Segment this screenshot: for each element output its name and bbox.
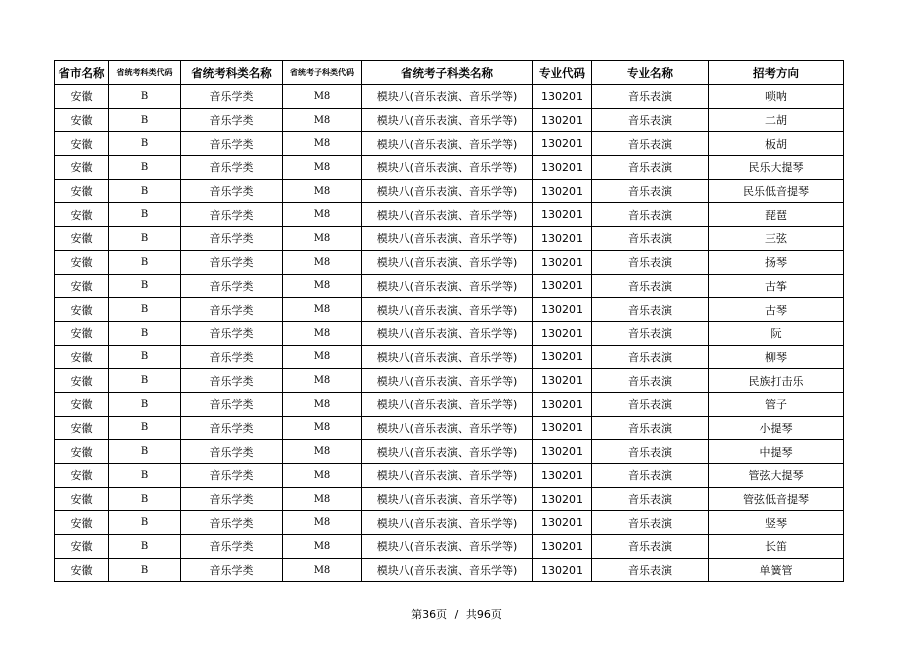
cell-subcategory-name: 模块八(音乐表演、音乐学等) (362, 558, 533, 582)
cell-direction: 扬琴 (709, 250, 844, 274)
cell-province: 安徽 (55, 511, 109, 535)
cell-subcategory-name: 模块八(音乐表演、音乐学等) (362, 108, 533, 132)
cell-direction: 板胡 (709, 132, 844, 156)
cell-province: 安徽 (55, 85, 109, 109)
cell-major-name: 音乐表演 (592, 369, 709, 393)
cell-province: 安徽 (55, 558, 109, 582)
table-row (55, 298, 844, 322)
cell-major-name: 音乐表演 (592, 132, 709, 156)
cell-category-code: B (109, 511, 181, 535)
table-row (55, 369, 844, 393)
cell-category-name: 音乐学类 (181, 321, 283, 345)
cell-province: 安徽 (55, 132, 109, 156)
cell-direction: 阮 (709, 321, 844, 345)
cell-province: 安徽 (55, 298, 109, 322)
page-separator: / (454, 608, 459, 621)
cell-category-code: B (109, 535, 181, 559)
cell-subcategory-code: M8 (283, 227, 362, 251)
cell-subcategory-code: M8 (283, 345, 362, 369)
cell-category-code: B (109, 345, 181, 369)
cell-subcategory-name: 模块八(音乐表演、音乐学等) (362, 392, 533, 416)
page-footer (0, 606, 913, 622)
cell-major-code: 130201 (533, 203, 592, 227)
cell-category-code: B (109, 416, 181, 440)
cell-major-code: 130201 (533, 227, 592, 251)
cell-subcategory-name: 模块八(音乐表演、音乐学等) (362, 464, 533, 488)
cell-category-name: 音乐学类 (181, 156, 283, 180)
cell-major-name: 音乐表演 (592, 250, 709, 274)
cell-direction: 民乐大提琴 (709, 156, 844, 180)
table-header (55, 61, 844, 85)
page-total: 共96页 (465, 608, 502, 621)
table-row (55, 156, 844, 180)
cell-province: 安徽 (55, 369, 109, 393)
cell-subcategory-name: 模块八(音乐表演、音乐学等) (362, 535, 533, 559)
cell-major-code: 130201 (533, 179, 592, 203)
cell-province: 安徽 (55, 108, 109, 132)
cell-major-code: 130201 (533, 345, 592, 369)
cell-category-code: B (109, 108, 181, 132)
cell-major-name: 音乐表演 (592, 558, 709, 582)
table-row (55, 464, 844, 488)
table-row (55, 85, 844, 109)
cell-province: 安徽 (55, 440, 109, 464)
cell-major-code: 130201 (533, 298, 592, 322)
cell-subcategory-code: M8 (283, 179, 362, 203)
cell-category-code: B (109, 298, 181, 322)
cell-category-name: 音乐学类 (181, 108, 283, 132)
cell-subcategory-code: M8 (283, 392, 362, 416)
cell-major-name: 音乐表演 (592, 108, 709, 132)
cell-major-name: 音乐表演 (592, 227, 709, 251)
table-row (55, 440, 844, 464)
cell-subcategory-code: M8 (283, 416, 362, 440)
cell-subcategory-code: M8 (283, 132, 362, 156)
cell-province: 安徽 (55, 345, 109, 369)
cell-major-code: 130201 (533, 108, 592, 132)
cell-subcategory-name: 模块八(音乐表演、音乐学等) (362, 203, 533, 227)
cell-subcategory-name: 模块八(音乐表演、音乐学等) (362, 345, 533, 369)
cell-subcategory-name: 模块八(音乐表演、音乐学等) (362, 298, 533, 322)
cell-direction: 古筝 (709, 274, 844, 298)
cell-subcategory-code: M8 (283, 558, 362, 582)
enrollment-table (54, 60, 844, 582)
cell-subcategory-name: 模块八(音乐表演、音乐学等) (362, 487, 533, 511)
cell-subcategory-name: 模块八(音乐表演、音乐学等) (362, 179, 533, 203)
cell-subcategory-code: M8 (283, 203, 362, 227)
cell-subcategory-name: 模块八(音乐表演、音乐学等) (362, 132, 533, 156)
cell-category-code: B (109, 558, 181, 582)
cell-subcategory-name: 模块八(音乐表演、音乐学等) (362, 156, 533, 180)
cell-direction: 管子 (709, 392, 844, 416)
cell-category-name: 音乐学类 (181, 274, 283, 298)
cell-direction: 柳琴 (709, 345, 844, 369)
cell-subcategory-code: M8 (283, 298, 362, 322)
cell-subcategory-code: M8 (283, 250, 362, 274)
cell-major-code: 130201 (533, 464, 592, 488)
cell-province: 安徽 (55, 203, 109, 227)
header-major-code: 专业代码 (533, 61, 592, 85)
cell-major-code: 130201 (533, 85, 592, 109)
header-major-name: 专业名称 (592, 61, 709, 85)
cell-category-name: 音乐学类 (181, 85, 283, 109)
cell-subcategory-name: 模块八(音乐表演、音乐学等) (362, 85, 533, 109)
cell-major-code: 130201 (533, 511, 592, 535)
cell-major-code: 130201 (533, 440, 592, 464)
header-category-code: 省统考科类代码 (109, 61, 181, 85)
cell-subcategory-name: 模块八(音乐表演、音乐学等) (362, 369, 533, 393)
cell-direction: 三弦 (709, 227, 844, 251)
cell-subcategory-name: 模块八(音乐表演、音乐学等) (362, 250, 533, 274)
cell-major-code: 130201 (533, 321, 592, 345)
cell-subcategory-code: M8 (283, 440, 362, 464)
cell-subcategory-name: 模块八(音乐表演、音乐学等) (362, 440, 533, 464)
cell-subcategory-code: M8 (283, 487, 362, 511)
cell-major-name: 音乐表演 (592, 156, 709, 180)
cell-direction: 民乐低音提琴 (709, 179, 844, 203)
cell-subcategory-code: M8 (283, 511, 362, 535)
header-subcategory-name: 省统考子科类名称 (362, 61, 533, 85)
header-direction: 招考方向 (709, 61, 844, 85)
cell-province: 安徽 (55, 321, 109, 345)
cell-major-code: 130201 (533, 369, 592, 393)
cell-category-name: 音乐学类 (181, 132, 283, 156)
cell-major-code: 130201 (533, 274, 592, 298)
cell-category-name: 音乐学类 (181, 392, 283, 416)
header-province: 省市名称 (55, 61, 109, 85)
cell-direction: 小提琴 (709, 416, 844, 440)
cell-category-name: 音乐学类 (181, 345, 283, 369)
cell-province: 安徽 (55, 250, 109, 274)
cell-major-name: 音乐表演 (592, 535, 709, 559)
cell-category-name: 音乐学类 (181, 440, 283, 464)
table-row (55, 250, 844, 274)
cell-category-code: B (109, 85, 181, 109)
cell-province: 安徽 (55, 156, 109, 180)
cell-subcategory-code: M8 (283, 321, 362, 345)
cell-subcategory-code: M8 (283, 464, 362, 488)
cell-province: 安徽 (55, 274, 109, 298)
cell-category-code: B (109, 464, 181, 488)
cell-subcategory-name: 模块八(音乐表演、音乐学等) (362, 416, 533, 440)
cell-subcategory-name: 模块八(音乐表演、音乐学等) (362, 321, 533, 345)
cell-subcategory-name: 模块八(音乐表演、音乐学等) (362, 511, 533, 535)
cell-major-name: 音乐表演 (592, 416, 709, 440)
cell-direction: 长笛 (709, 535, 844, 559)
cell-subcategory-name: 模块八(音乐表演、音乐学等) (362, 274, 533, 298)
cell-subcategory-code: M8 (283, 369, 362, 393)
cell-major-name: 音乐表演 (592, 274, 709, 298)
cell-major-name: 音乐表演 (592, 321, 709, 345)
cell-major-code: 130201 (533, 535, 592, 559)
cell-province: 安徽 (55, 392, 109, 416)
cell-province: 安徽 (55, 487, 109, 511)
cell-direction: 单簧管 (709, 558, 844, 582)
cell-subcategory-code: M8 (283, 108, 362, 132)
cell-province: 安徽 (55, 535, 109, 559)
cell-category-name: 音乐学类 (181, 203, 283, 227)
cell-direction: 二胡 (709, 108, 844, 132)
cell-direction: 琵琶 (709, 203, 844, 227)
cell-category-name: 音乐学类 (181, 511, 283, 535)
cell-major-code: 130201 (533, 487, 592, 511)
cell-major-name: 音乐表演 (592, 203, 709, 227)
cell-category-name: 音乐学类 (181, 227, 283, 251)
cell-subcategory-code: M8 (283, 156, 362, 180)
cell-major-code: 130201 (533, 558, 592, 582)
table-row (55, 535, 844, 559)
cell-major-name: 音乐表演 (592, 511, 709, 535)
cell-direction: 古琴 (709, 298, 844, 322)
table-row (55, 321, 844, 345)
cell-direction: 民族打击乐 (709, 369, 844, 393)
table-row (55, 227, 844, 251)
cell-category-code: B (109, 369, 181, 393)
cell-major-name: 音乐表演 (592, 179, 709, 203)
cell-major-name: 音乐表演 (592, 298, 709, 322)
cell-subcategory-code: M8 (283, 535, 362, 559)
cell-province: 安徽 (55, 464, 109, 488)
table-row (55, 416, 844, 440)
cell-major-code: 130201 (533, 416, 592, 440)
table-row (55, 203, 844, 227)
cell-category-name: 音乐学类 (181, 250, 283, 274)
cell-direction: 管弦低音提琴 (709, 487, 844, 511)
cell-category-code: B (109, 321, 181, 345)
cell-subcategory-code: M8 (283, 85, 362, 109)
cell-province: 安徽 (55, 179, 109, 203)
cell-major-name: 音乐表演 (592, 345, 709, 369)
cell-category-name: 音乐学类 (181, 535, 283, 559)
cell-category-code: B (109, 156, 181, 180)
cell-category-name: 音乐学类 (181, 298, 283, 322)
table-row (55, 274, 844, 298)
cell-category-name: 音乐学类 (181, 179, 283, 203)
table-row (55, 132, 844, 156)
cell-subcategory-code: M8 (283, 274, 362, 298)
cell-major-name: 音乐表演 (592, 440, 709, 464)
cell-category-code: B (109, 179, 181, 203)
table-row (55, 108, 844, 132)
cell-category-code: B (109, 440, 181, 464)
cell-category-code: B (109, 487, 181, 511)
cell-direction: 管弦大提琴 (709, 464, 844, 488)
cell-category-code: B (109, 392, 181, 416)
cell-province: 安徽 (55, 227, 109, 251)
cell-category-code: B (109, 274, 181, 298)
cell-category-name: 音乐学类 (181, 487, 283, 511)
cell-major-code: 130201 (533, 132, 592, 156)
table-row (55, 179, 844, 203)
header-category-name: 省统考科类名称 (181, 61, 283, 85)
cell-category-code: B (109, 203, 181, 227)
cell-category-code: B (109, 227, 181, 251)
table-row (55, 558, 844, 582)
cell-major-name: 音乐表演 (592, 487, 709, 511)
cell-category-code: B (109, 132, 181, 156)
cell-direction: 竖琴 (709, 511, 844, 535)
cell-major-code: 130201 (533, 250, 592, 274)
header-row (55, 61, 844, 85)
cell-category-name: 音乐学类 (181, 558, 283, 582)
cell-category-name: 音乐学类 (181, 369, 283, 393)
cell-major-code: 130201 (533, 156, 592, 180)
cell-major-code: 130201 (533, 392, 592, 416)
cell-subcategory-name: 模块八(音乐表演、音乐学等) (362, 227, 533, 251)
table-row (55, 511, 844, 535)
table-row (55, 487, 844, 511)
page-current: 第36页 (411, 608, 448, 621)
cell-major-name: 音乐表演 (592, 392, 709, 416)
cell-major-name: 音乐表演 (592, 464, 709, 488)
cell-direction: 中提琴 (709, 440, 844, 464)
table-row (55, 345, 844, 369)
cell-major-name: 音乐表演 (592, 85, 709, 109)
table-body (55, 85, 844, 582)
cell-province: 安徽 (55, 416, 109, 440)
table-row (55, 392, 844, 416)
header-subcategory-code: 省统考子科类代码 (283, 61, 362, 85)
cell-category-name: 音乐学类 (181, 416, 283, 440)
cell-category-name: 音乐学类 (181, 464, 283, 488)
cell-category-code: B (109, 250, 181, 274)
cell-direction: 唢呐 (709, 85, 844, 109)
